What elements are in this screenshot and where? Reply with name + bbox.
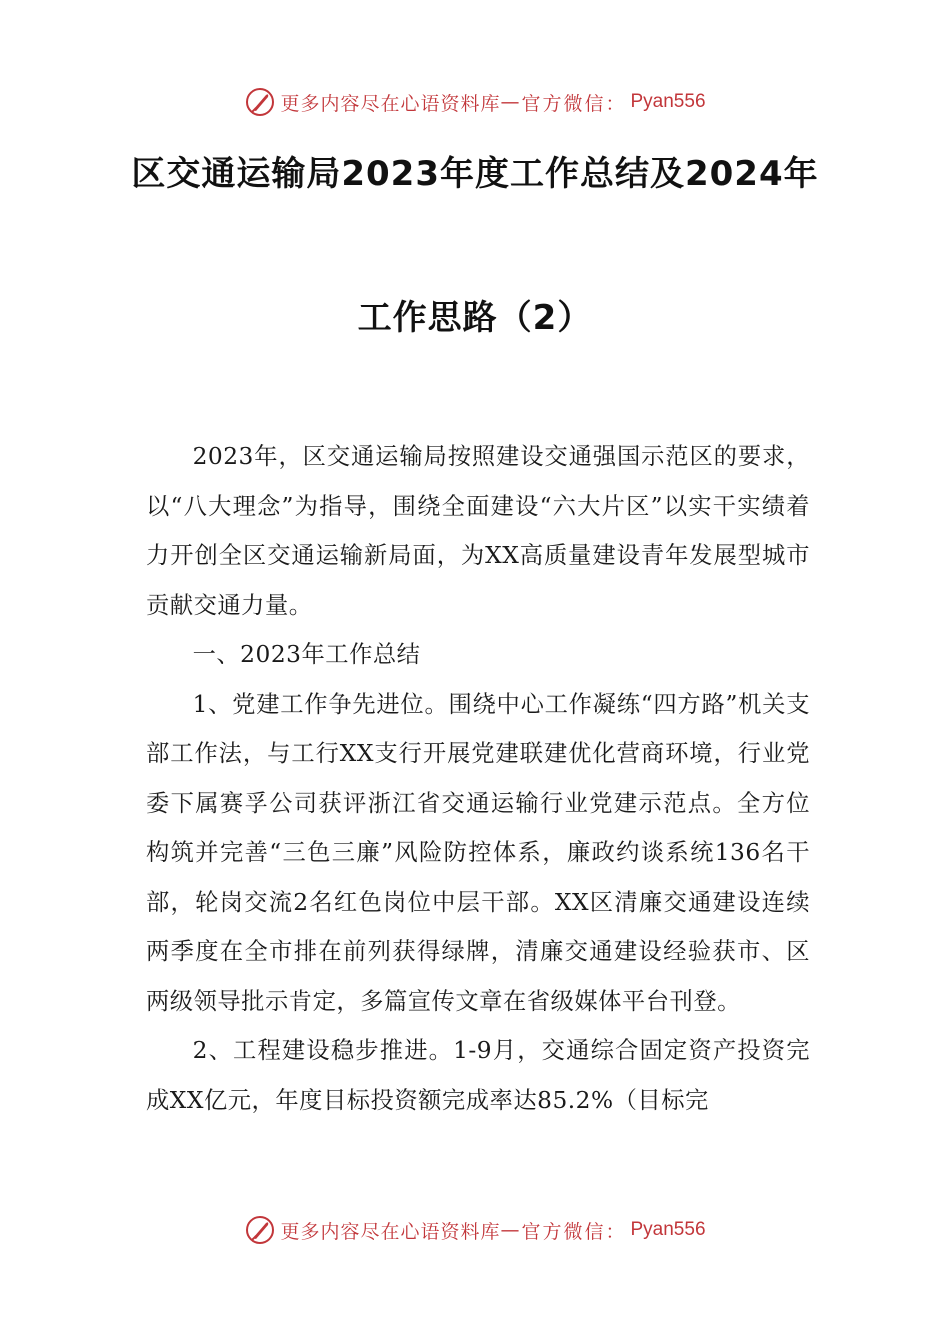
footer-watermark-banner <box>0 1208 950 1252</box>
section-heading-summary: 一、2023年工作总结 <box>192 641 421 668</box>
quill-pen-logo-icon <box>244 1214 276 1246</box>
banner-dash: — <box>500 1219 520 1241</box>
banner-brand-text: 更多内容尽在心语资料库 <box>280 92 501 115</box>
document-title-line-1: 区交通运输局2023年度工作总结及2024年 <box>131 154 819 194</box>
banner-brand-text: 更多内容尽在心语资料库 <box>280 1220 501 1243</box>
paragraph-engineering: 2、工程建设稳步推进。1-9月，交通综合固定资产投资完成XX亿元，年度目标投资额完成率达85.2%（目标完 <box>146 1037 810 1114</box>
banner-contact-label: 官方微信： <box>521 92 627 115</box>
banner-contact-label: 官方微信： <box>521 1220 627 1243</box>
header-watermark-banner <box>0 80 950 124</box>
document-title-line-2: 工作思路（2） <box>357 298 593 338</box>
banner-wechat-id: Pyan556 <box>630 1219 706 1240</box>
quill-pen-logo-icon <box>244 86 276 118</box>
paragraph-intro: 2023年，区交通运输局按照建设交通强国示范区的要求，以“八大理念”为指导，围绕全面建设“六大片区”以实干实绩着力开创全区交通运输新局面，为XX高质量建设青年发展型城市贡献交通力量。 <box>146 443 810 619</box>
paragraph-party-building: 1、党建工作争先进位。围绕中心工作凝练“四方路”机关支部工作法，与工行XX支行开展党建联建优化营商环境，行业党委下属赛孚公司获评浙江省交通运输行业党建示范点。全方位构筑并完善“三色三廉”风险防控体系，廉政约谈系统136名干部，轮岗交流2名红色岗位中层干部。XX区清廉交通建设连续两季度在全市排在前列获得绿牌，清廉交通建设经验获市、区两级领导批示肯定，多篇宣传文章在省级媒体平台刊登。 <box>146 690 810 1015</box>
banner-dash: — <box>500 91 520 113</box>
banner-wechat-id: Pyan556 <box>630 91 706 112</box>
document-body <box>146 432 810 1125</box>
